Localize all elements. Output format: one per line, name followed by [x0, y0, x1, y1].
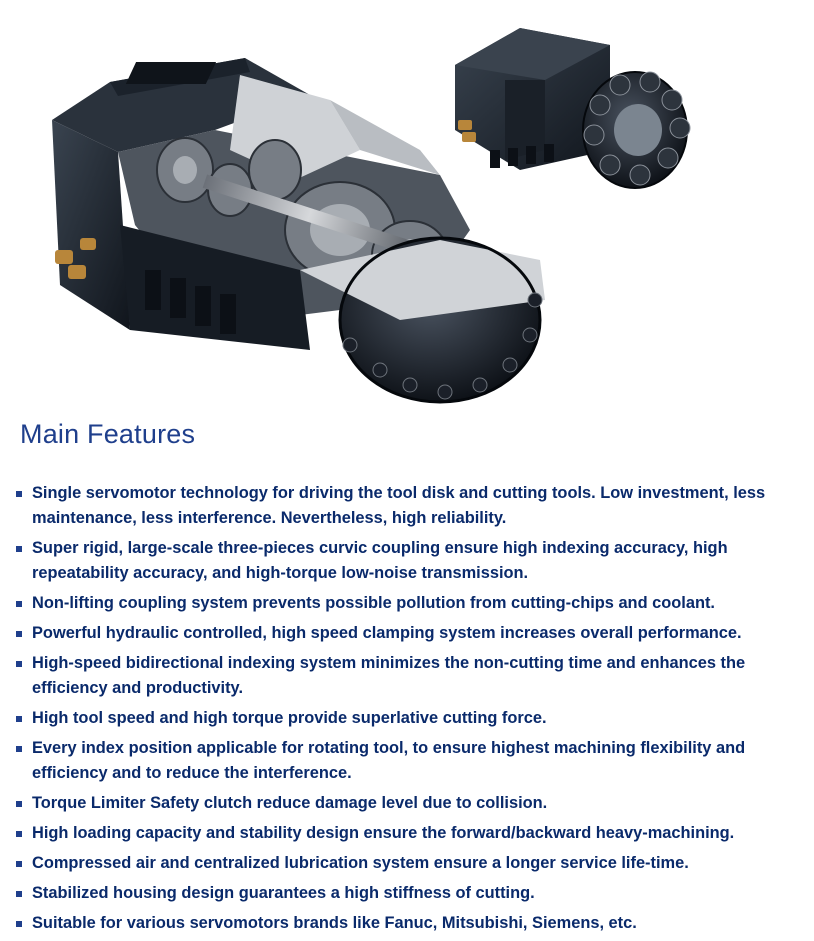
- bullet-square: [16, 491, 22, 497]
- feature-text: Compressed air and centralized lubrication system ensure a longer service life-time.: [32, 854, 689, 872]
- feature-text: Single servomotor technology for driving the tool disk and cutting tools. Low investment, less maintenance, less interference. Nevertheless, high reliability.: [32, 484, 766, 527]
- features-list: [14, 481, 804, 941]
- list-item: [14, 736, 804, 786]
- feature-text: Stabilized housing design guarantees a high stiffness of cutting.: [32, 884, 535, 902]
- feature-text: Suitable for various servomotors brands like Fanuc, Mitsubishi, Siemens, etc.: [32, 914, 637, 932]
- feature-text: Super rigid, large-scale three-pieces curvic coupling ensure high indexing accuracy, high repeatability accuracy, and high-torque low-noise transmission.: [32, 539, 728, 582]
- bullet-square: [16, 601, 22, 607]
- bullet-square: [16, 546, 22, 552]
- bullet-square: [16, 746, 22, 752]
- list-item: [14, 536, 804, 586]
- list-item: [14, 651, 804, 701]
- feature-text: Non-lifting coupling system prevents possible pollution from cutting-chips and coolant.: [32, 594, 715, 612]
- section-title: Main Features: [20, 419, 196, 449]
- feature-text: Every index position applicable for rotating tool, to ensure highest machining flexibility and efficiency and to reduce the interference.: [32, 739, 746, 782]
- feature-text: Powerful hydraulic controlled, high speed clamping system increases overall performance.: [32, 624, 742, 642]
- list-item: [14, 706, 804, 731]
- bullet-square: [16, 891, 22, 897]
- bullet-square: [16, 801, 22, 807]
- bullet-square: [16, 831, 22, 837]
- feature-text: High tool speed and high torque provide superlative cutting force.: [32, 709, 547, 727]
- list-item: [14, 481, 804, 531]
- list-item: [14, 821, 804, 846]
- feature-text: High-speed bidirectional indexing system minimizes the non-cutting time and enhances the efficiency and productivity.: [32, 654, 746, 697]
- feature-text: Torque Limiter Safety clutch reduce damage level due to collision.: [32, 794, 548, 812]
- bullet-square: [16, 631, 22, 637]
- list-item: [14, 851, 804, 876]
- bullet-square: [16, 661, 22, 667]
- list-item: [14, 911, 804, 936]
- list-item: [14, 881, 804, 906]
- feature-text: High loading capacity and stability design ensure the forward/backward heavy-machining.: [32, 824, 735, 842]
- bullet-square: [16, 861, 22, 867]
- bullet-square: [16, 716, 22, 722]
- bullet-square: [16, 921, 22, 927]
- product-illustration: [0, 0, 814, 410]
- turret-assembled-image: [455, 28, 690, 188]
- list-item: [14, 621, 804, 646]
- list-item: [14, 591, 804, 616]
- list-item: [14, 791, 804, 816]
